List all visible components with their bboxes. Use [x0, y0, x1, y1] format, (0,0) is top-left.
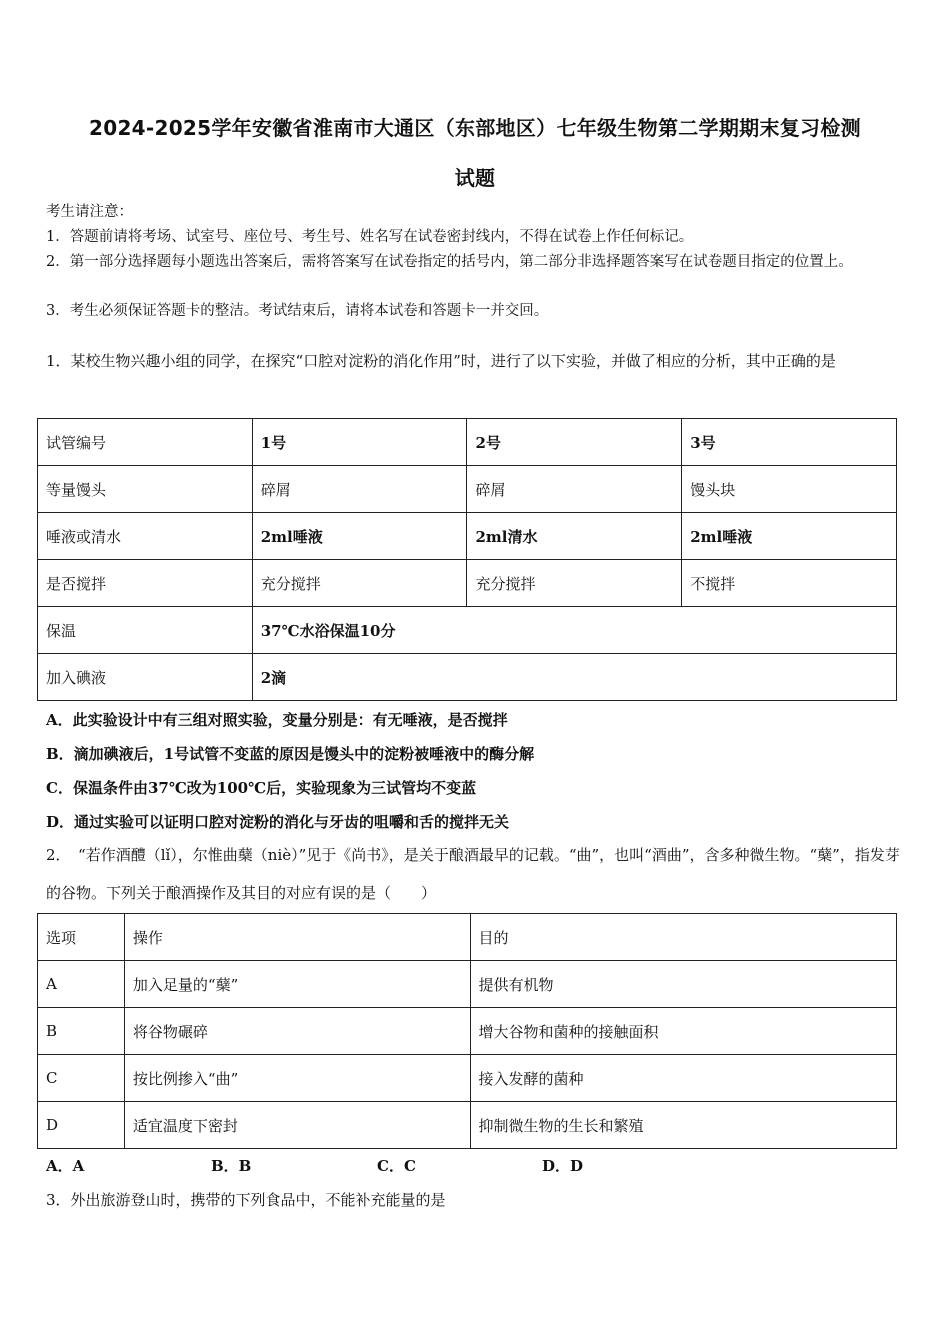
- experiment-table: [37, 418, 897, 701]
- table-cell: 保温: [38, 607, 253, 654]
- table-cell: 充分搅拌: [252, 560, 467, 607]
- question-1-option-c: C．保温条件由37℃改为100℃后，实验现象为三试管均不变蓝: [46, 779, 477, 797]
- question-3-stem: 3．外出旅游登山时，携带的下列食品中，不能补充能量的是: [46, 1191, 446, 1209]
- table-cell: 抑制微生物的生长和繁殖: [470, 1102, 896, 1149]
- notice-item-3: 3．考生必须保证答题卡的整洁。考试结束后，请将本试卷和答题卡一并交回。: [46, 303, 549, 319]
- table-row: [38, 961, 897, 1008]
- table-cell: 唾液或清水: [38, 513, 253, 560]
- notice-heading: 考生请注意：: [46, 204, 133, 220]
- table-row: [38, 513, 897, 560]
- question-2-stem: 2． “若作酒醴（lǐ），尔惟曲蘖（niè）”见于《尚书》，是关于酿酒最早的记载。“曲”，也叫“酒曲”，含多种微生物。“蘖”，指发芽的谷物。下列关于酿酒操作及其目的对应有误的是（ ）: [46, 846, 900, 902]
- table-cell: 37℃水浴保温10分: [252, 607, 896, 654]
- table-cell: 按比例掺入“曲”: [124, 1055, 470, 1102]
- table-cell: D: [38, 1102, 125, 1149]
- table-row: [38, 654, 897, 701]
- table-cell: 将谷物碾碎: [124, 1008, 470, 1055]
- table-cell: 接入发酵的菌种: [470, 1055, 896, 1102]
- question-1-stem: 1．某校生物兴趣小组的同学，在探究“口腔对淀粉的消化作用”时，进行了以下实验，并做了相应的分析，其中正确的是: [46, 352, 836, 370]
- exam-title: 2024-2025学年安徽省淮南市大通区（东部地区）七年级生物第二学期期末复习检测: [89, 116, 861, 140]
- exam-title-continued: 试题: [454, 166, 496, 190]
- table-cell: 馒头块: [682, 466, 897, 513]
- brewing-table: [37, 913, 897, 1149]
- table-row: [38, 419, 897, 466]
- table-row: [38, 1055, 897, 1102]
- table-row: [38, 466, 897, 513]
- notice-item-1: 1．答题前请将考场、试室号、座位号、考生号、姓名写在试卷密封线内，不得在试卷上作任何标记。: [46, 229, 694, 245]
- choice-d: D．D: [542, 1157, 584, 1175]
- table-cell: A: [38, 961, 125, 1008]
- table-cell: 加入碘液: [38, 654, 253, 701]
- question-1-option-b: B．滴加碘液后，1号试管不变蓝的原因是馒头中的淀粉被唾液中的酶分解: [46, 745, 535, 763]
- table-cell: 1号: [252, 419, 467, 466]
- table-cell: 2滴: [252, 654, 896, 701]
- table-cell: 2ml唾液: [682, 513, 897, 560]
- choice-c: C．C: [377, 1157, 416, 1175]
- question-2-choices: [46, 1155, 746, 1175]
- table-row: [38, 1008, 897, 1055]
- table-cell: 提供有机物: [470, 961, 896, 1008]
- table-row: [38, 914, 897, 961]
- table-cell: 增大谷物和菌种的接触面积: [470, 1008, 896, 1055]
- table-cell: B: [38, 1008, 125, 1055]
- table-cell: 充分搅拌: [467, 560, 682, 607]
- table-cell: 加入足量的“蘖”: [124, 961, 470, 1008]
- table-cell: C: [38, 1055, 125, 1102]
- table-cell: 碎屑: [467, 466, 682, 513]
- table-cell: 是否搅拌: [38, 560, 253, 607]
- table-row: [38, 1102, 897, 1149]
- table-cell: 碎屑: [252, 466, 467, 513]
- question-1-option-d: D．通过实验可以证明口腔对淀粉的消化与牙齿的咀嚼和舌的搅拌无关: [46, 813, 510, 831]
- table-cell: 试管编号: [38, 419, 253, 466]
- table-cell: 2ml清水: [467, 513, 682, 560]
- table-cell: 2号: [467, 419, 682, 466]
- table-row: [38, 560, 897, 607]
- choice-a: A．A: [46, 1157, 85, 1175]
- table-cell: 3号: [682, 419, 897, 466]
- choice-b: B．B: [211, 1157, 252, 1175]
- table-cell: 适宜温度下密封: [124, 1102, 470, 1149]
- table-cell: 选项: [38, 914, 125, 961]
- table-cell: 等量馒头: [38, 466, 253, 513]
- table-cell: 不搅拌: [682, 560, 897, 607]
- table-cell: 操作: [124, 914, 470, 961]
- notice-item-2: 2．第一部分选择题每小题选出答案后，需将答案写在试卷指定的括号内，第二部分非选择题答案写在试卷题目指定的位置上。: [46, 254, 853, 270]
- table-row: [38, 607, 897, 654]
- question-1-option-a: A．此实验设计中有三组对照实验，变量分别是：有无唾液，是否搅拌: [46, 711, 508, 729]
- table-cell: 2ml唾液: [252, 513, 467, 560]
- table-cell: 目的: [470, 914, 896, 961]
